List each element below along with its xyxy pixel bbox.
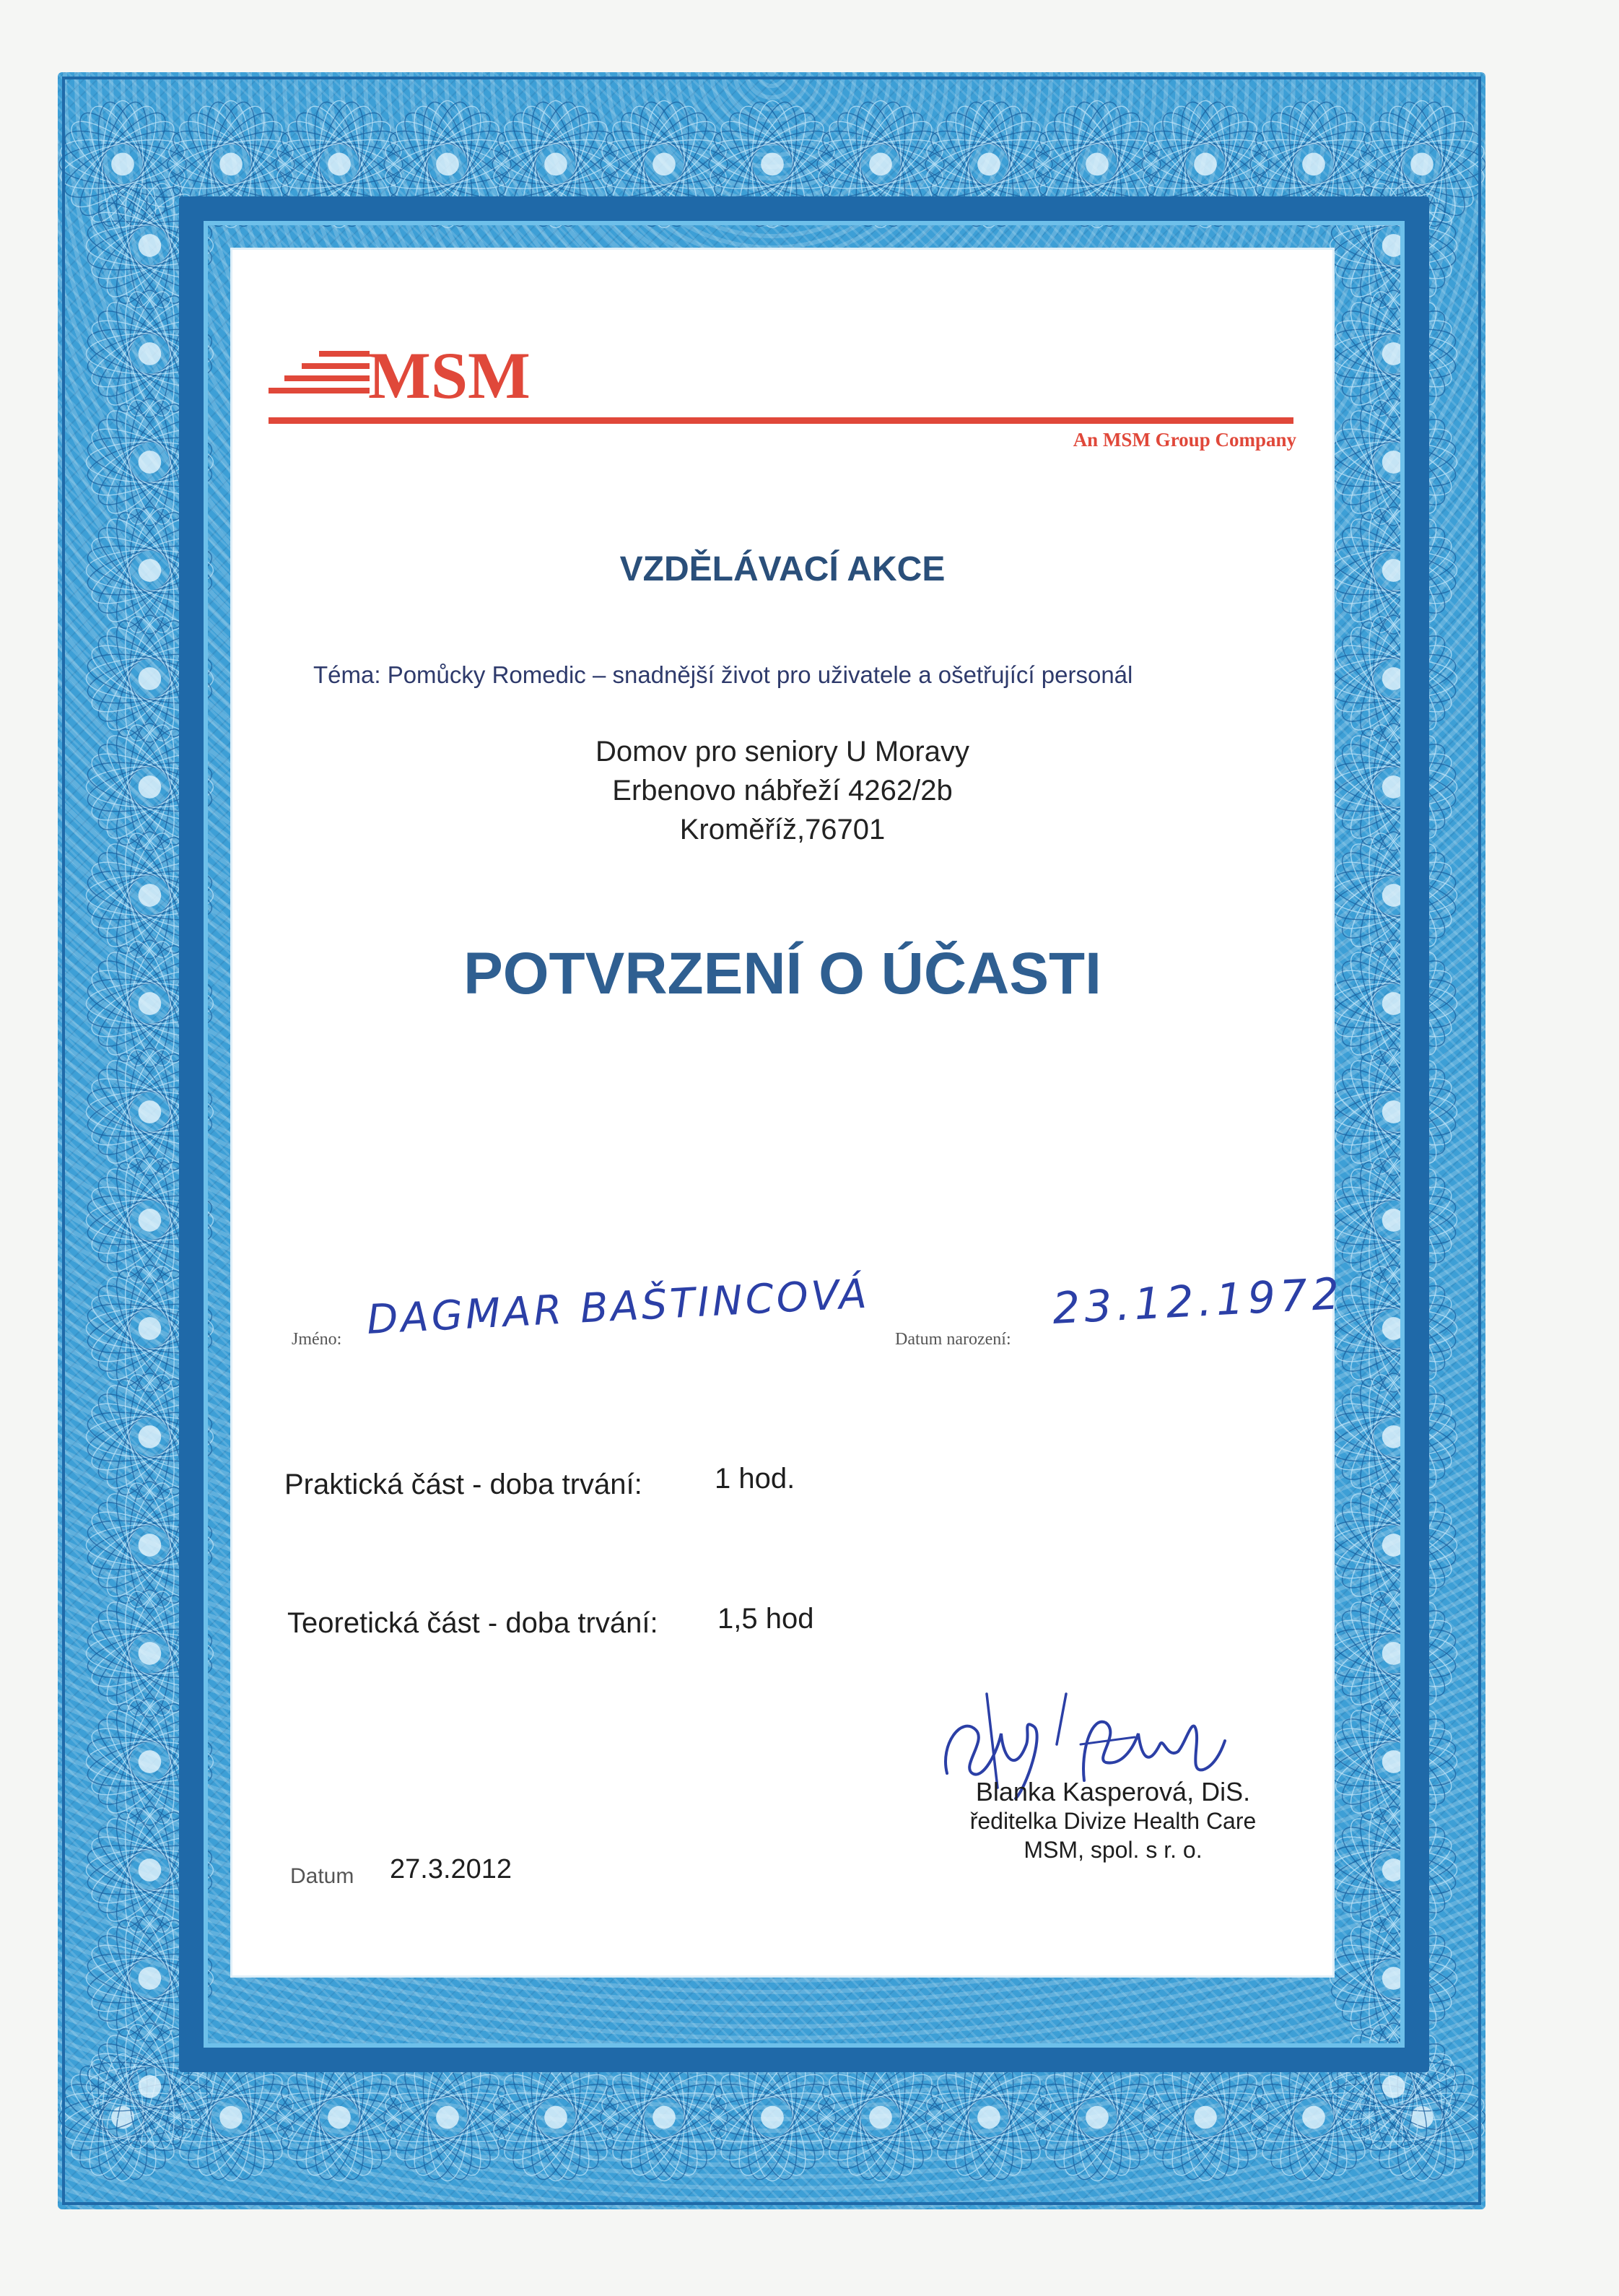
certificate-paper [232,250,1345,1975]
logo-tagline: An MSM Group Company [1073,429,1296,451]
practical-label: Praktická část - doba trvání: [284,1469,642,1500]
practical-value: 1 hod. [715,1463,795,1495]
signatory-company: MSM, spol. s r. o. [1024,1837,1203,1863]
venue-name: Domov pro seniory U Moravy [595,736,969,767]
venue-street: Erbenovo nábřeží 4262/2b [612,775,953,806]
signatory-role: ředitelka Divize Health Care [969,1808,1257,1834]
certificate-title: POTVRZENÍ O ÚČASTI [463,941,1101,1006]
logo-stripes [269,351,370,394]
birth-handwritten: 23.12.1972 [1051,1268,1345,1334]
theory-label: Teoretická část - doba trvání: [287,1607,658,1639]
date-label: Datum [290,1864,354,1888]
event-type-heading: VZDĚLÁVACÍ AKCE [619,550,946,588]
venue-city: Kroměříž,76701 [679,814,886,845]
signatory-name: Blanka Kasperová, DiS. [975,1777,1251,1806]
name-handwritten: DAGMAR BAŠTINCOVÁ [365,1270,871,1344]
birth-label: Datum narození: [895,1330,1011,1349]
date-value: 27.3.2012 [390,1854,512,1884]
topic-line: Téma: Pomůcky Romedic – snadnější život pro uživatele a ošetřující personál [313,661,1133,688]
logo: MSM [368,339,531,412]
guilloche-rosette [58,97,189,230]
venue-block [232,732,1332,849]
name-label: Jméno: [292,1330,342,1349]
logo-rule [269,417,1293,424]
theory-value: 1,5 hod [717,1603,814,1635]
signatory-block [954,1778,1272,1864]
